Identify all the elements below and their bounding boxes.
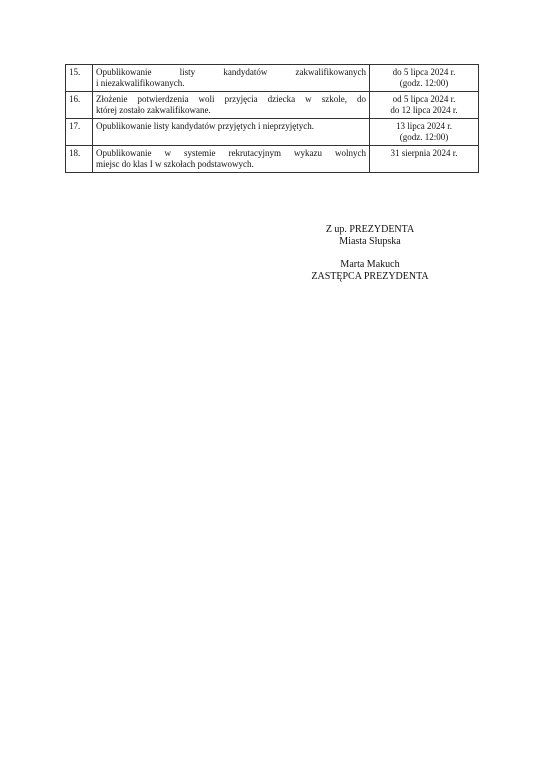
table-row (66, 92, 479, 119)
row-date (370, 92, 479, 119)
row-number: 17. (66, 119, 93, 146)
row-number: 15. (66, 65, 93, 92)
row-task (93, 65, 370, 92)
signature-gap (300, 248, 440, 259)
signature-authority-line: Z up. PREZYDENTA (325, 224, 415, 235)
signatory-role: ZASTĘPCA PREZYDENTA (311, 271, 429, 282)
row-number: 16. (66, 92, 93, 119)
row-date (370, 65, 479, 92)
date-line: do 12 lipca 2024 r. (390, 105, 458, 115)
date-line: (godz. 12:00) (399, 132, 449, 142)
signature-block (300, 224, 440, 283)
date-line: 31 sierpnia 2024 r. (390, 148, 458, 158)
row-date (370, 146, 479, 173)
signature-city-line: Miasta Słupska (339, 236, 401, 247)
row-number: 18. (66, 146, 93, 173)
row-date (370, 119, 479, 146)
recruitment-schedule-table (65, 64, 479, 173)
task-line: której zostało zakwalifikowane. (96, 105, 211, 115)
table-row (66, 119, 479, 146)
task-line: i niezakwalifikowanych. (96, 78, 185, 88)
task-line: Opublikowanie w systemie rekrutacyjnym wykazu wolnych (96, 148, 366, 158)
task-line: miejsc do klas I w szkołach podstawowych. (96, 159, 254, 169)
task-line: Opublikowanie listy kandydatów przyjętych i nieprzyjętych. (96, 121, 314, 131)
date-line: (godz. 12:00) (399, 78, 449, 88)
date-line: od 5 lipca 2024 r. (392, 94, 456, 104)
signatory-name: Marta Makuch (340, 259, 400, 270)
row-task (93, 119, 370, 146)
task-line: Złożenie potwierdzenia woli przyjęcia dziecka w szkole, do (96, 94, 366, 104)
task-line: Opublikowanie listy kandydatów zakwalifikowanych (96, 67, 366, 77)
date-line: do 5 lipca 2024 r. (392, 67, 456, 77)
table-row (66, 146, 479, 173)
table-row (66, 65, 479, 92)
row-task (93, 92, 370, 119)
date-line: 13 lipca 2024 r. (396, 121, 452, 131)
row-task (93, 146, 370, 173)
